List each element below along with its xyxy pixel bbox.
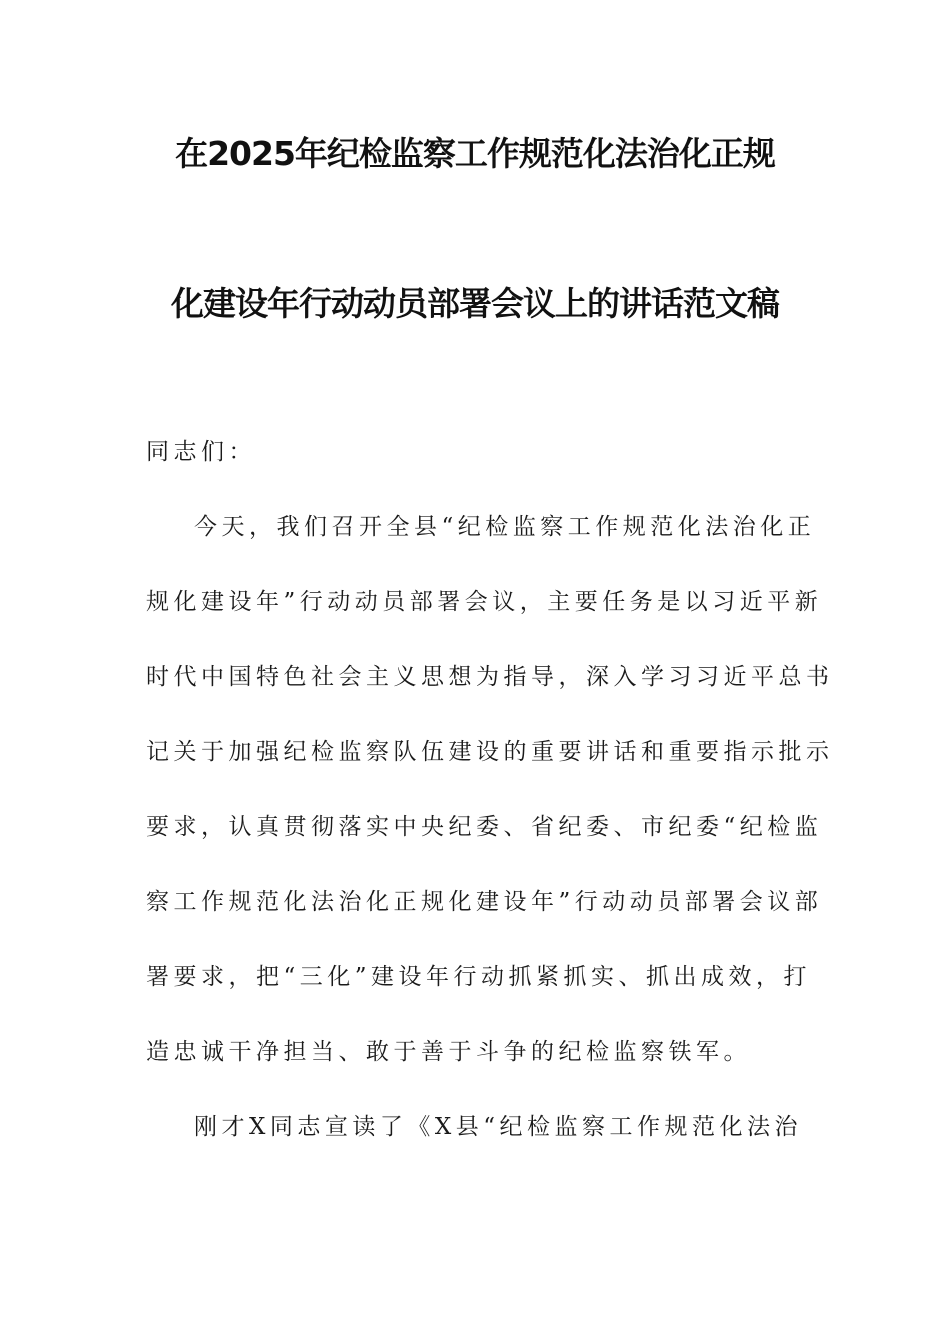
paragraph-line: 规化建设年”行动动员部署会议，主要任务是以习近平新 xyxy=(146,589,823,615)
paragraph-line: 署要求，把“三化”建设年行动抓紧抓实、抓出成效，打 xyxy=(146,964,812,990)
salutation: 同志们： xyxy=(146,439,256,465)
paragraph-line: 要求，认真贯彻落实中央纪委、省纪委、市纪委“纪检监 xyxy=(146,814,823,840)
document-title-line-2: 化建设年行动动员部署会议上的讲话范文稿 xyxy=(171,284,779,323)
paragraph-line: 记关于加强纪检监察队伍建设的重要讲话和重要指示批示 xyxy=(146,739,834,765)
paragraph-line: 今天，我们召开全县“纪检监察工作规范化法治化正 xyxy=(194,514,816,540)
paragraph-line: 造忠诚干净担当、敢于善于斗争的纪检监察铁军。 xyxy=(146,1039,751,1065)
document-title-line-1: 在2025年纪检监察工作规范化法治化正规 xyxy=(175,134,775,173)
paragraph-line: 时代中国特色社会主义思想为指导，深入学习习近平总书 xyxy=(146,664,834,690)
paragraph-line: 刚才X同志宣读了《X县“纪检监察工作规范化法治 xyxy=(194,1114,803,1140)
paragraph-line: 察工作规范化法治化正规化建设年”行动动员部署会议部 xyxy=(146,889,823,915)
